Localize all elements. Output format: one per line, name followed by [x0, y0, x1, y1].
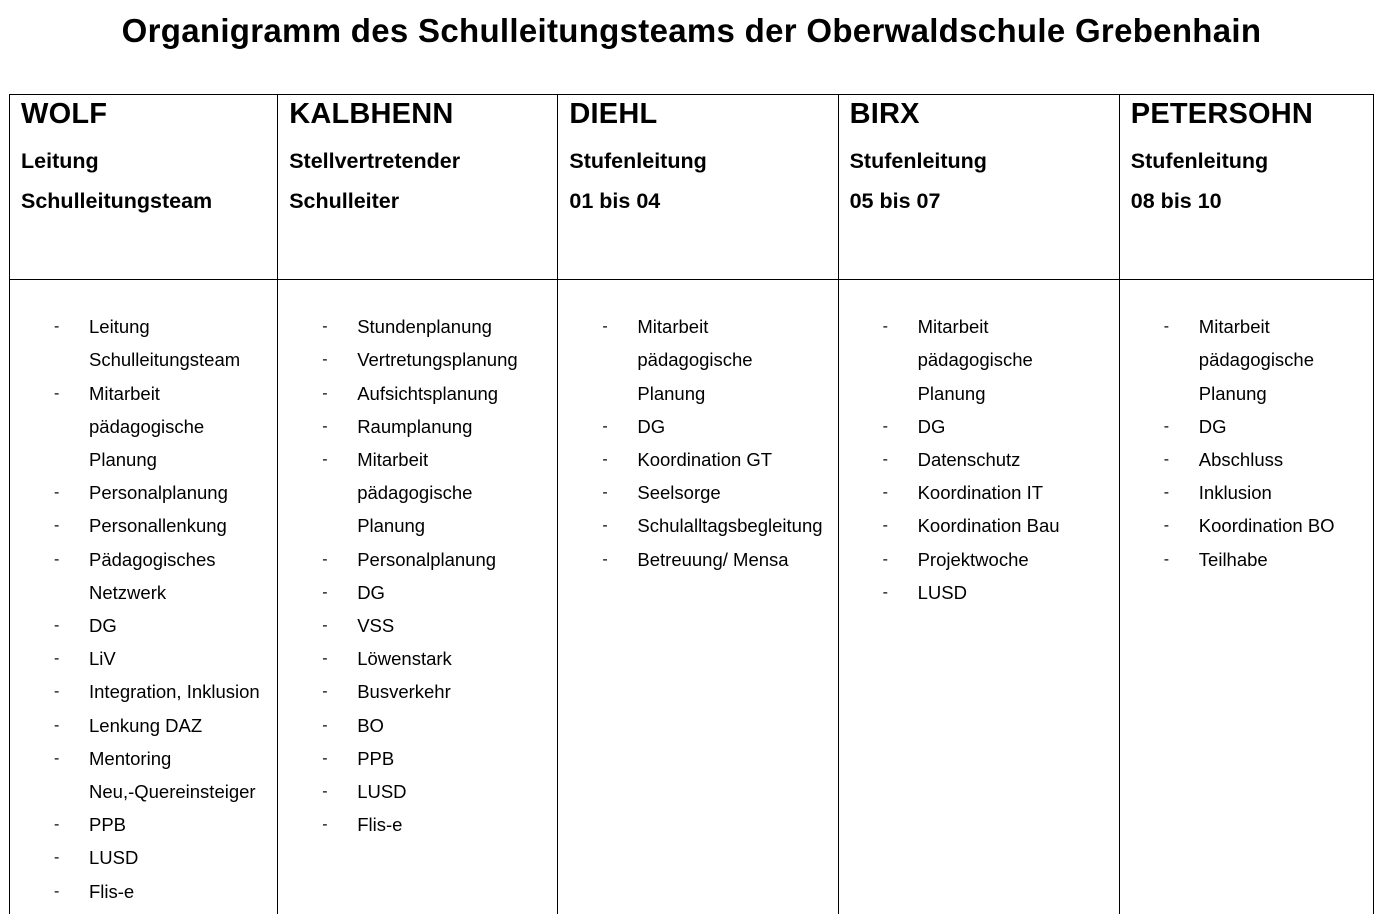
- bullet-dash: -: [322, 417, 328, 435]
- duty-item: [558, 509, 837, 542]
- duty-item: [10, 310, 277, 376]
- duty-item: [1120, 443, 1373, 476]
- duty-text: LUSD: [89, 847, 139, 869]
- duty-text: DG: [89, 615, 117, 637]
- duty-text: Schulalltagsbegleitung: [637, 515, 823, 537]
- bullet-dash: -: [1163, 417, 1170, 435]
- bullet-dash: -: [322, 783, 328, 801]
- role-line: Stellvertretender: [289, 149, 461, 173]
- duty-item: [839, 443, 1119, 476]
- bullet-dash: -: [54, 550, 60, 568]
- duty-item: [839, 310, 1119, 410]
- bullet-dash: -: [602, 417, 608, 435]
- person-role: [569, 141, 837, 221]
- duty-text: Planung: [917, 382, 986, 404]
- bullet-dash: -: [882, 550, 888, 568]
- duty-text: Neu,-Quereinsteiger: [89, 781, 256, 803]
- duty-text: Mitarbeit: [637, 316, 709, 338]
- bullet-dash: -: [602, 451, 608, 469]
- duty-text: Personalplanung: [89, 482, 228, 504]
- header-cell-kalbhenn: [278, 95, 558, 280]
- duty-item: [278, 310, 557, 343]
- bullet-dash: -: [602, 517, 608, 535]
- duty-item: [278, 709, 557, 742]
- bullet-dash: -: [322, 650, 328, 668]
- duty-text: PPB: [89, 814, 127, 836]
- duty-list: [278, 310, 557, 841]
- bullet-dash: -: [882, 517, 888, 535]
- duty-text: Abschluss: [1198, 449, 1284, 471]
- person-name: KALBHENN: [289, 98, 454, 130]
- org-chart-table: [9, 94, 1374, 914]
- role-line: 08 bis 10: [1130, 189, 1222, 213]
- duty-text: pädagogische: [89, 415, 205, 437]
- duty-text: Koordination Bau: [917, 515, 1060, 537]
- bullet-dash: -: [322, 550, 328, 568]
- person-role: [289, 141, 557, 221]
- duty-item: [278, 576, 557, 609]
- bullet-dash: -: [322, 351, 328, 369]
- duty-text: DG: [637, 415, 666, 437]
- duty-item: [10, 841, 277, 874]
- duty-item: [1120, 410, 1373, 443]
- duty-text: Inklusion: [1198, 482, 1272, 504]
- header-cell-wolf: [10, 95, 278, 280]
- role-line: Leitung: [21, 149, 99, 173]
- person-role: [1131, 141, 1373, 221]
- duty-text: Koordination IT: [917, 482, 1044, 504]
- duty-item: [10, 642, 277, 675]
- duty-item: [10, 742, 277, 808]
- duty-text: DG: [917, 415, 946, 437]
- person-name: WOLF: [21, 98, 108, 130]
- duty-item: [278, 742, 557, 775]
- duty-text: PPB: [357, 747, 395, 769]
- duty-item: [278, 377, 557, 410]
- duty-text: Mentoring: [89, 747, 172, 769]
- bullet-dash: -: [882, 417, 888, 435]
- duty-item: [10, 377, 277, 477]
- duty-text: Planung: [89, 449, 157, 471]
- duty-text: Planung: [1198, 382, 1267, 404]
- duty-text: Flis-e: [357, 814, 403, 836]
- duty-text: pädagogische: [1198, 349, 1315, 371]
- duty-text: Schulleitungsteam: [89, 349, 241, 371]
- role-line: Stufenleitung: [569, 149, 707, 173]
- bullet-dash: -: [322, 451, 328, 469]
- duty-text: LUSD: [357, 781, 407, 803]
- duty-item: [10, 476, 277, 509]
- duty-item: [839, 576, 1119, 609]
- duty-text: VSS: [357, 615, 395, 637]
- duty-item: [10, 709, 277, 742]
- role-line: Stufenleitung: [849, 149, 987, 173]
- duty-item: [558, 310, 837, 410]
- header-row: [10, 95, 1374, 280]
- bullet-dash: -: [54, 517, 60, 535]
- duty-text: Planung: [637, 382, 706, 404]
- bullet-dash: -: [54, 617, 60, 635]
- bullet-dash: -: [882, 318, 888, 336]
- duty-text: DG: [1198, 415, 1227, 437]
- bullet-dash: -: [322, 683, 328, 701]
- role-line: 05 bis 07: [849, 189, 941, 213]
- duty-text: Seelsorge: [637, 482, 721, 504]
- bullet-dash: -: [882, 484, 888, 502]
- duty-list: [839, 310, 1119, 609]
- duties-cell-petersohn: [1119, 280, 1373, 914]
- duty-text: Flis-e: [89, 880, 135, 902]
- duty-item: [10, 875, 277, 908]
- duty-item: [278, 410, 557, 443]
- duty-item: [558, 410, 837, 443]
- person-name: BIRX: [849, 98, 920, 130]
- duty-item: [278, 808, 557, 841]
- bullet-dash: -: [602, 550, 608, 568]
- duty-item: [1120, 509, 1373, 542]
- duty-text: Datenschutz: [917, 449, 1021, 471]
- bullet-dash: -: [1163, 451, 1170, 469]
- bullet-dash: -: [322, 816, 328, 834]
- bullet-dash: -: [54, 716, 60, 734]
- duty-item: [839, 509, 1119, 542]
- duty-text: Mitarbeit: [89, 382, 160, 404]
- duty-text: pädagogische: [917, 349, 1033, 371]
- duty-item: [10, 543, 277, 609]
- bullet-dash: -: [882, 451, 888, 469]
- duty-item: [10, 808, 277, 841]
- duty-list: [1120, 310, 1373, 576]
- duty-list: [558, 310, 837, 576]
- role-line: Stufenleitung: [1130, 149, 1269, 173]
- bullet-dash: -: [54, 484, 60, 502]
- duty-item: [278, 609, 557, 642]
- duty-text: Busverkehr: [357, 681, 451, 703]
- duty-item: [10, 509, 277, 542]
- duty-text: BO: [357, 714, 384, 736]
- bullet-dash: -: [54, 882, 60, 900]
- duty-item: [10, 675, 277, 708]
- bullet-dash: -: [54, 650, 60, 668]
- bullet-dash: -: [602, 318, 608, 336]
- duty-text: Löwenstark: [357, 648, 452, 670]
- duties-cell-diehl: [558, 280, 838, 914]
- duties-cell-wolf: [10, 280, 278, 914]
- duty-text: Pädagogisches: [89, 548, 216, 570]
- bullet-dash: -: [322, 617, 328, 635]
- person-role: [21, 141, 277, 221]
- bullet-dash: -: [322, 716, 328, 734]
- duty-text: Stundenplanung: [357, 316, 492, 338]
- duty-item: [839, 543, 1119, 576]
- duty-text: pädagogische: [357, 482, 473, 504]
- bullet-dash: -: [322, 749, 328, 767]
- duty-text: Integration, Inklusion: [89, 681, 260, 703]
- duty-item: [558, 543, 837, 576]
- role-line: 01 bis 04: [569, 189, 661, 213]
- duties-cell-kalbhenn: [278, 280, 558, 914]
- duty-text: Planung: [357, 515, 426, 537]
- person-name: DIEHL: [569, 98, 658, 130]
- duty-item: [558, 443, 837, 476]
- duty-text: Mitarbeit: [357, 449, 429, 471]
- duty-text: Lenkung DAZ: [89, 714, 203, 736]
- duty-item: [1120, 476, 1373, 509]
- duty-item: [278, 775, 557, 808]
- duty-text: Netzwerk: [89, 581, 167, 603]
- bullet-dash: -: [54, 683, 60, 701]
- duty-text: Leitung: [89, 316, 150, 338]
- bullet-dash: -: [1163, 550, 1170, 568]
- duty-text: LiV: [89, 648, 116, 670]
- duty-text: Koordination BO: [1198, 515, 1335, 537]
- duty-item: [558, 476, 837, 509]
- duty-item: [10, 609, 277, 642]
- bullet-dash: -: [322, 583, 328, 601]
- bullet-dash: -: [54, 318, 60, 336]
- duty-text: Projektwoche: [917, 548, 1029, 570]
- duty-text: Koordination GT: [637, 449, 773, 471]
- bullet-dash: -: [1163, 484, 1170, 502]
- duty-item: [1120, 310, 1373, 410]
- duty-text: Aufsichtsplanung: [357, 382, 499, 404]
- role-line: Schulleiter: [289, 189, 400, 213]
- duty-item: [278, 675, 557, 708]
- duties-cell-birx: [838, 280, 1119, 914]
- person-role: [850, 141, 1119, 221]
- bullet-dash: -: [322, 384, 328, 402]
- bullet-dash: -: [602, 484, 608, 502]
- bullet-dash: -: [54, 816, 60, 834]
- bullet-dash: -: [54, 749, 60, 767]
- duty-text: Mitarbeit: [1198, 316, 1270, 338]
- bullet-dash: -: [882, 583, 888, 601]
- duty-list: [10, 310, 277, 908]
- duty-item: [278, 543, 557, 576]
- duty-item: [278, 443, 557, 543]
- duty-text: Personalplanung: [357, 548, 497, 570]
- duty-text: Vertretungsplanung: [357, 349, 518, 371]
- duty-text: Teilhabe: [1198, 548, 1268, 570]
- bullet-dash: -: [1163, 517, 1170, 535]
- header-cell-birx: [838, 95, 1119, 280]
- duty-item: [278, 642, 557, 675]
- bullet-dash: -: [322, 318, 328, 336]
- duty-text: Personallenkung: [89, 515, 227, 537]
- duty-item: [839, 476, 1119, 509]
- duty-text: pädagogische: [637, 349, 753, 371]
- role-line: Schulleitungsteam: [21, 189, 213, 213]
- duty-item: [278, 343, 557, 376]
- duty-text: Mitarbeit: [917, 316, 989, 338]
- duty-item: [839, 410, 1119, 443]
- bullet-dash: -: [1163, 318, 1170, 336]
- header-cell-petersohn: [1119, 95, 1373, 280]
- duties-row: [10, 280, 1374, 914]
- duty-text: DG: [357, 581, 385, 603]
- bullet-dash: -: [54, 849, 60, 867]
- duty-text: LUSD: [917, 581, 967, 603]
- duty-text: Betreuung/ Mensa: [637, 548, 789, 570]
- duty-text: Raumplanung: [357, 415, 473, 437]
- page-title: Organigramm des Schulleitungsteams der Oberwaldschule Grebenhain: [121, 12, 1262, 49]
- header-cell-diehl: [558, 95, 838, 280]
- duty-item: [1120, 543, 1373, 576]
- person-name: PETERSOHN: [1130, 98, 1314, 130]
- bullet-dash: -: [54, 384, 60, 402]
